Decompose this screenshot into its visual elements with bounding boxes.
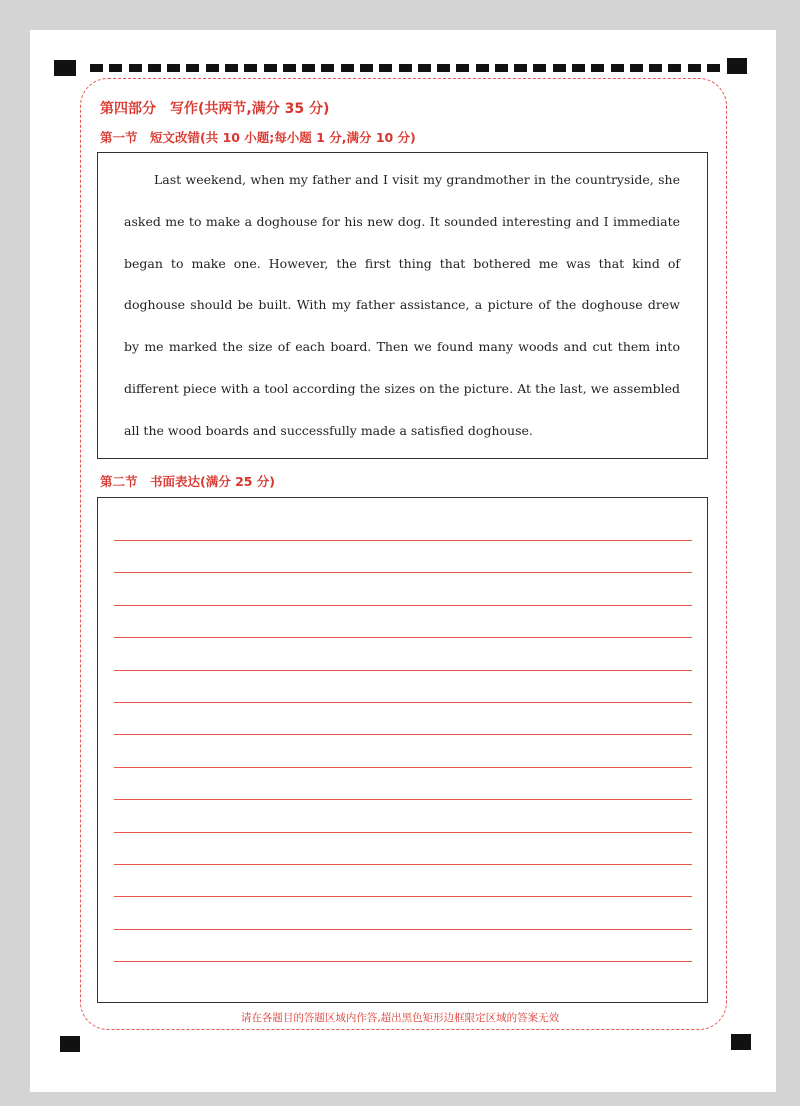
timing-mark [283,64,296,72]
timing-mark [437,64,450,72]
timing-mark [514,64,527,72]
timing-mark [321,64,334,72]
footer-notice: 请在各题目的答题区域内作答,超出黑色矩形边框限定区域的答案无效 [240,1012,560,1024]
registration-mark-top-left [54,60,76,76]
timing-mark [649,64,662,72]
timing-mark [630,64,643,72]
timing-mark [553,64,566,72]
writing-line[interactable] [114,702,692,703]
timing-mark [399,64,412,72]
timing-mark [456,64,469,72]
writing-line[interactable] [114,540,692,541]
section1-title: 第一节 短文改错(共 10 小题;每小题 1 分,满分 10 分) [100,130,416,145]
timing-mark [495,64,508,72]
writing-line[interactable] [114,961,692,962]
writing-line[interactable] [114,929,692,930]
timing-mark [688,64,701,72]
timing-mark [302,64,315,72]
timing-mark [533,64,546,72]
writing-line[interactable] [114,832,692,833]
timing-mark [379,64,392,72]
registration-mark-bottom-right [731,1034,751,1050]
timing-mark [264,64,277,72]
writing-line[interactable] [114,734,692,735]
timing-mark [707,64,720,72]
writing-line[interactable] [114,670,692,671]
timing-mark [109,64,122,72]
timing-mark [244,64,257,72]
timing-mark [129,64,142,72]
timing-mark [341,64,354,72]
timing-mark [572,64,585,72]
writing-line[interactable] [114,799,692,800]
timing-mark [360,64,373,72]
timing-mark [591,64,604,72]
timing-mark [476,64,489,72]
timing-mark [225,64,238,72]
writing-line[interactable] [114,767,692,768]
proofreading-passage: Last weekend, when my father and I visit my grandmother in the countryside, she asked me to make a doghouse for his new dog. It sounded interesting and I immediate began to make one. However, the first thing that bothered me was that kind of doghouse should be built. With my father assistance, a picture of the doghouse drew by me marked the size of each board. Then we found many woods and cut them into different piece with a tool according the sizes on the picture. At the last, we assembled all the wood boards and successfully made a satisfied doghouse. [124,172,680,438]
writing-line[interactable] [114,896,692,897]
timing-mark [167,64,180,72]
timing-mark [418,64,431,72]
writing-line[interactable] [114,572,692,573]
timing-mark [206,64,219,72]
timing-mark [90,64,103,72]
section2-title: 第二节 书面表达(满分 25 分) [100,474,276,489]
timing-mark [668,64,681,72]
part-title: 第四部分 写作(共两节,满分 35 分) [100,101,330,117]
registration-mark-top-right [727,58,747,74]
timing-mark-strip [90,64,720,73]
timing-mark [148,64,161,72]
timing-mark [611,64,624,72]
proofreading-box [97,152,708,459]
writing-box[interactable] [97,497,708,1003]
writing-line[interactable] [114,637,692,638]
writing-line[interactable] [114,864,692,865]
registration-mark-bottom-left [60,1036,80,1052]
writing-line[interactable] [114,605,692,606]
timing-mark [186,64,199,72]
